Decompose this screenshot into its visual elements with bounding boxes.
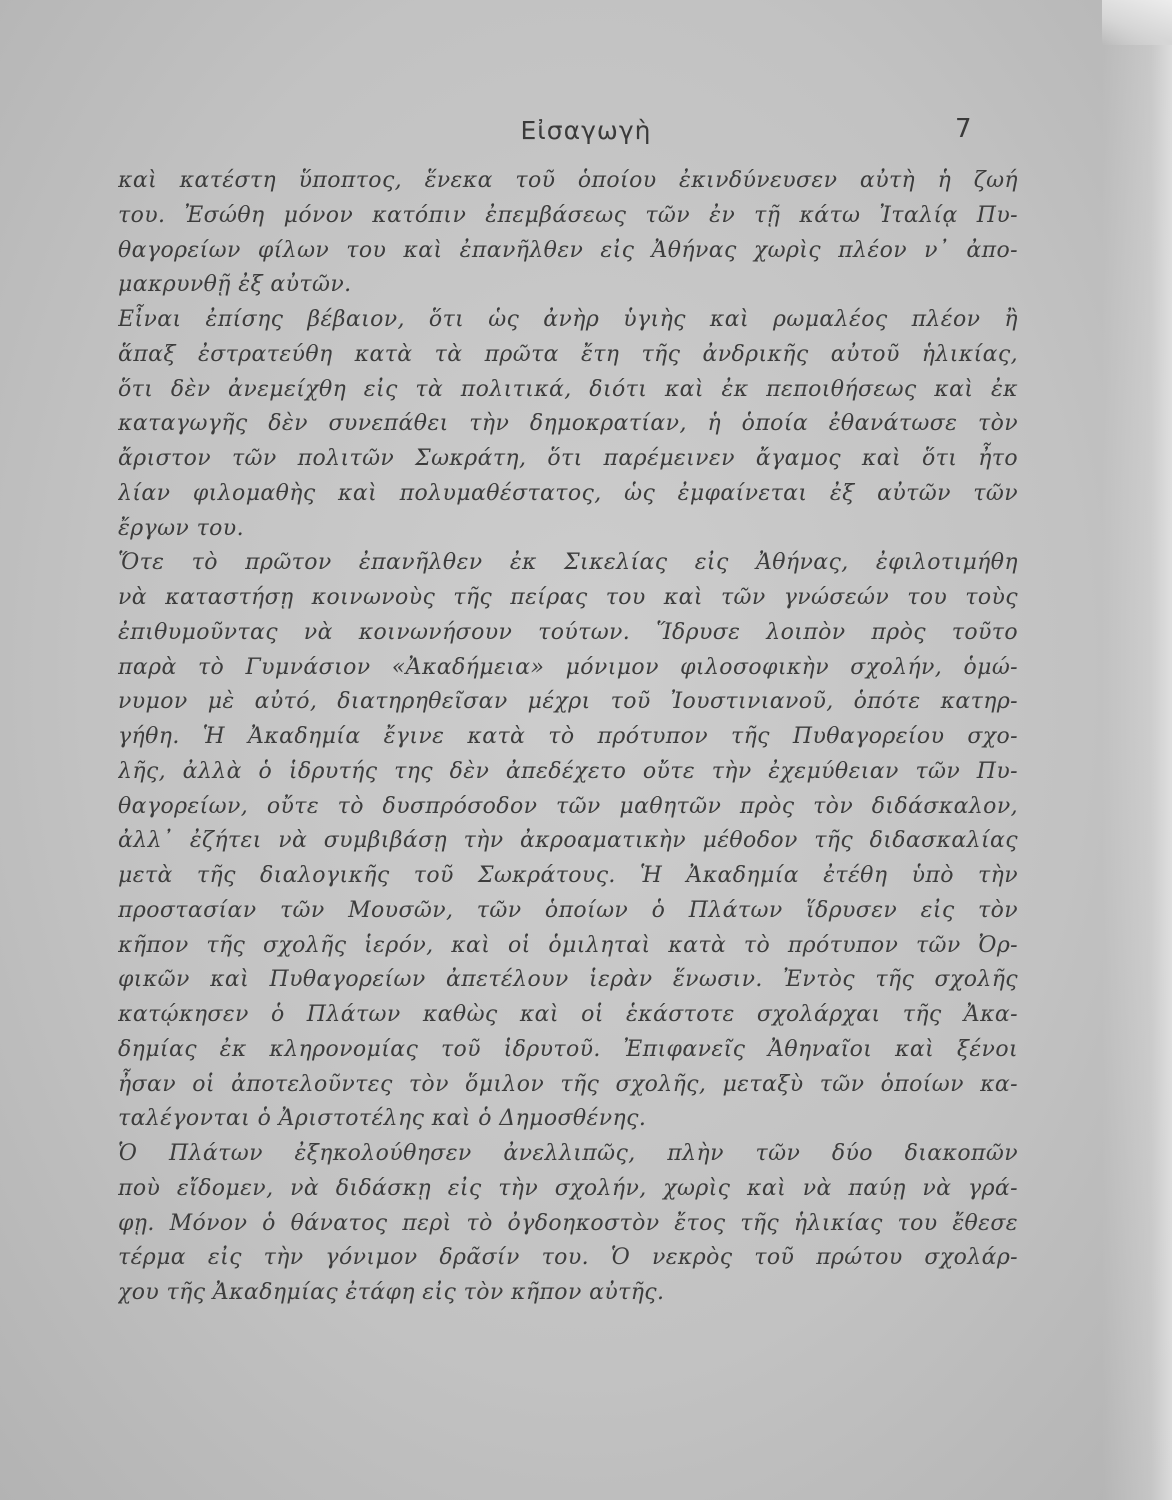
text-line: μακρυνθῇ ἐξ αὐτῶν. — [118, 272, 352, 298]
text-line: τέρμα εἰς τὴν γόνιμον δρᾶσίν του. Ὁ νεκρὸς τοῦ πρώτου σχολάρ- — [118, 1245, 1018, 1271]
text-line: δημίας ἐκ κληρονομίας τοῦ ἱδρυτοῦ. Ἐπιφανεῖς Ἀθηναῖοι καὶ ξένοι — [118, 1036, 1018, 1062]
text-line: μετὰ τῆς διαλογικῆς τοῦ Σωκράτους. Ἡ Ἀκαδημία ἐτέθη ὑπὸ τὴν — [118, 863, 1018, 888]
text-line: φικῶν καὶ Πυθαγορείων ἀπετέλουν ἱερὰν ἕνωσιν. Ἐντὸς τῆς σχολῆς — [118, 967, 1018, 993]
page-number: 7 — [955, 114, 972, 144]
text-line: ἀλλ᾿ ἐζήτει νὰ συμβιβάσῃ τὴν ἀκροαματικὴν μέθοδον τῆς διδασκαλίας — [118, 828, 1018, 854]
text-line: θαγορείων φίλων του καὶ ἐπανῆλθεν εἰς Ἀθήνας χωρὶς πλέον ν᾿ ἀπο- — [118, 237, 1018, 263]
text-line: νὰ καταστήσῃ κοινωνοὺς τῆς πείρας του καὶ τῶν γνώσεών του τοὺς — [118, 585, 1018, 610]
body-text — [118, 164, 1018, 1311]
text-line: κῆπον τῆς σχολῆς ἱερόν, καὶ οἱ ὁμιληταὶ κατὰ τὸ πρότυπον τῶν Ὀρ- — [118, 932, 1018, 958]
text-line: ὅτι δὲν ἀνεμείχθη εἰς τὰ πολιτικά, διότι καὶ ἐκ πεποιθήσεως καὶ ἐκ — [118, 376, 1018, 402]
text-line: γήθη. Ἡ Ἀκαδημία ἔγινε κατὰ τὸ πρότυπον τῆς Πυθαγορείου σχο- — [118, 724, 1018, 749]
text-line: νυμον μὲ αὐτό, διατηρηθεῖσαν μέχρι τοῦ Ἰουστινιανοῦ, ὁπότε κατηρ- — [118, 689, 1018, 715]
text-line: του. Ἐσώθη μόνον κατόπιν ἐπεμβάσεως τῶν ἐν τῇ κάτω Ἰταλίᾳ Πυ- — [118, 202, 1018, 228]
text-line: ταλέγονται ὁ Ἀριστοτέλης καὶ ὁ Δημοσθένης. — [118, 1106, 647, 1132]
text-line: λίαν φιλομαθὴς καὶ πολυμαθέστατος, ὡς ἐμφαίνεται ἐξ αὐτῶν τῶν — [118, 480, 1018, 506]
text-line: ποὺ εἴδομεν, νὰ διδάσκῃ εἰς τὴν σχολήν, χωρὶς καὶ νὰ παύῃ νὰ γρά- — [118, 1175, 1018, 1201]
text-line: παρὰ τὸ Γυμνάσιον «Ἀκαδήμεια» μόνιμον φιλοσοφικὴν σχολήν, ὁμώ- — [118, 654, 1018, 680]
text-line: καὶ κατέστη ὕποπτος, ἕνεκα τοῦ ὁποίου ἐκινδύνευσεν αὐτὴ ἡ ζωή — [118, 168, 1018, 193]
paragraph-first-line: Εἶναι ἐπίσης βέβαιον, ὅτι ὡς ἀνὴρ ὑγιὴς καὶ ρωμαλέος πλέον ἢ — [118, 307, 1018, 332]
running-head — [0, 112, 1172, 152]
page-corner-wear — [1102, 0, 1172, 45]
text-line: ἐπιθυμοῦντας νὰ κοινωνήσουν τούτων. Ἵδρυσε λοιπὸν πρὸς τοῦτο — [118, 619, 1018, 645]
page-edge-shadow — [1102, 0, 1172, 1500]
text-line: χου τῆς Ἀκαδημίας ἐτάφη εἰς τὸν κῆπον αὐτῆς. — [118, 1280, 665, 1305]
text-line: καταγωγῆς δὲν συνεπάθει τὴν δημοκρατίαν, ἡ ὁποία ἐθανάτωσε τὸν — [118, 411, 1018, 437]
text-line: προστασίαν τῶν Μουσῶν, τῶν ὁποίων ὁ Πλάτων ἵδρυσεν εἰς τὸν — [118, 897, 1018, 923]
paragraph-first-line: Ὅτε τὸ πρῶτον ἐπανῆλθεν ἐκ Σικελίας εἰς Ἀθήνας, ἐφιλοτιμήθη — [118, 550, 1018, 576]
paragraph-first-line: Ὁ Πλάτων ἐξηκολούθησεν ἀνελλιπῶς, πλὴν τῶν δύο διακοπῶν — [118, 1141, 1018, 1166]
text-line: ἅπαξ ἐστρατεύθη κατὰ τὰ πρῶτα ἔτη τῆς ἀνδρικῆς αὐτοῦ ἡλικίας, — [118, 341, 1018, 367]
running-title: Εἰσαγωγὴ — [520, 116, 652, 145]
text-line: ἦσαν οἱ ἀποτελοῦντες τὸν ὅμιλον τῆς σχολῆς, μεταξὺ τῶν ὁποίων κα- — [118, 1071, 1018, 1097]
text-line: ἔργων του. — [118, 515, 244, 541]
text-line: λῆς, ἀλλὰ ὁ ἱδρυτής της δὲν ἀπεδέχετο οὔτε τὴν ἐχεμύθειαν τῶν Πυ- — [118, 758, 1018, 784]
text-line: θαγορείων, οὔτε τὸ δυσπρόσοδον τῶν μαθητῶν πρὸς τὸν διδάσκαλον, — [118, 793, 1018, 819]
text-line: ἄριστον τῶν πολιτῶν Σωκράτη, ὅτι παρέμεινεν ἄγαμος καὶ ὅτι ἦτο — [118, 446, 1018, 471]
text-line: φῃ. Μόνον ὁ θάνατος περὶ τὸ ὀγδοηκοστὸν ἔτος τῆς ἡλικίας του ἔθεσε — [118, 1210, 1018, 1236]
text-line: κατῴκησεν ὁ Πλάτων καθὼς καὶ οἱ ἑκάστοτε σχολάρχαι τῆς Ἀκα- — [118, 1002, 1018, 1027]
